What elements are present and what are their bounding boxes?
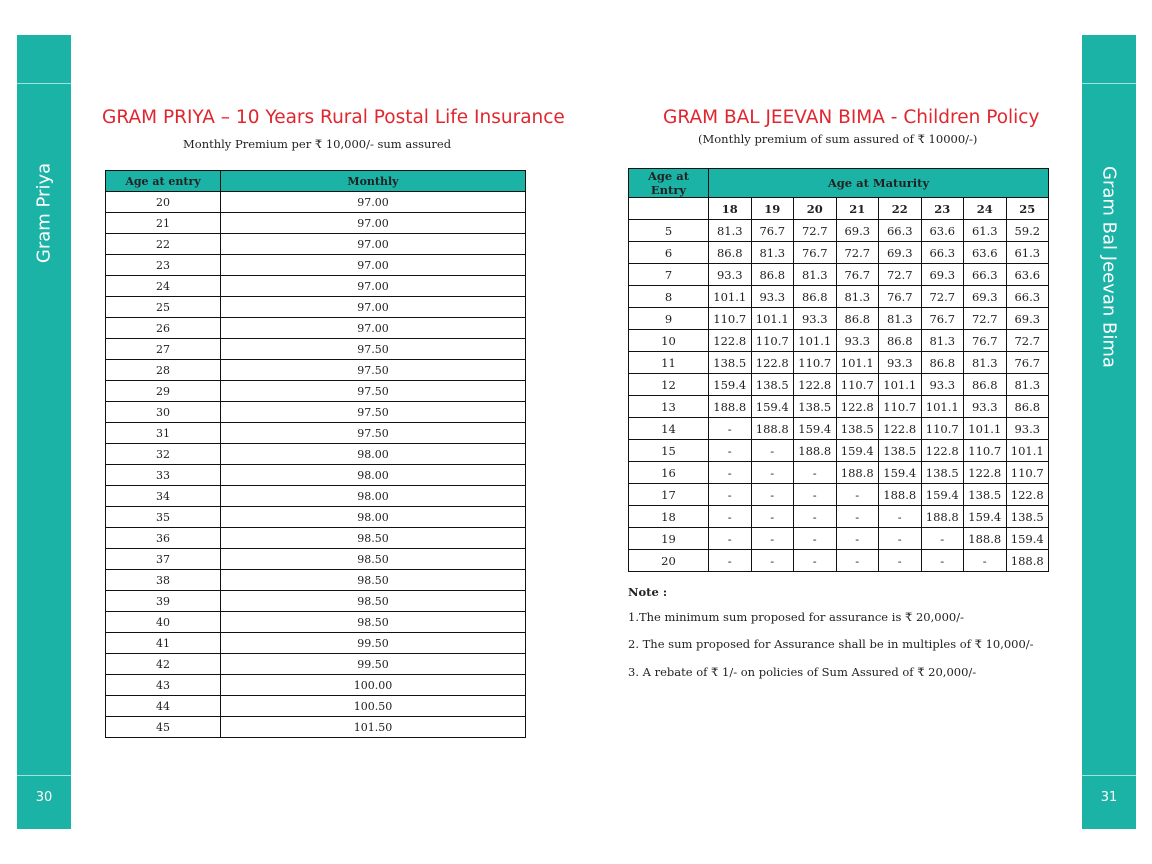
premium-cell: 66.3 bbox=[1006, 286, 1049, 308]
note-heading: Note : bbox=[628, 585, 668, 599]
table-row bbox=[106, 213, 526, 234]
right-side-band bbox=[1082, 35, 1136, 829]
premium-cell: 97.00 bbox=[221, 192, 526, 213]
premium-cell: 97.50 bbox=[221, 339, 526, 360]
premium-cell: 97.00 bbox=[221, 255, 526, 276]
premium-cell: 138.5 bbox=[836, 418, 879, 440]
table-row bbox=[106, 255, 526, 276]
premium-cell: 97.00 bbox=[221, 213, 526, 234]
premium-cell: 81.3 bbox=[709, 220, 752, 242]
premium-cell: 93.3 bbox=[836, 330, 879, 352]
premium-cell: 101.1 bbox=[921, 396, 964, 418]
premium-cell: 98.50 bbox=[221, 591, 526, 612]
right-table-body bbox=[629, 220, 1049, 572]
premium-cell: 110.7 bbox=[794, 352, 837, 374]
premium-cell: 72.7 bbox=[879, 264, 922, 286]
premium-cell: 110.7 bbox=[836, 374, 879, 396]
entry-age-cell: 11 bbox=[629, 352, 709, 374]
notes-section bbox=[628, 585, 1034, 679]
table-row bbox=[106, 528, 526, 549]
premium-cell: 98.00 bbox=[221, 507, 526, 528]
premium-cell: - bbox=[709, 550, 752, 572]
premium-cell: 122.8 bbox=[836, 396, 879, 418]
premium-cell: 93.3 bbox=[709, 264, 752, 286]
premium-cell: 81.3 bbox=[1006, 374, 1049, 396]
left-side-band bbox=[17, 35, 71, 829]
premium-cell: 81.3 bbox=[964, 352, 1007, 374]
table-row bbox=[106, 570, 526, 591]
table-row bbox=[106, 549, 526, 570]
left-page-title: GRAM PRIYA – 10 Years Rural Postal Life Insurance bbox=[102, 107, 565, 128]
premium-cell: 61.3 bbox=[964, 220, 1007, 242]
premium-cell: 81.3 bbox=[751, 242, 794, 264]
table-row bbox=[629, 330, 1049, 352]
table-row bbox=[629, 528, 1049, 550]
premium-cell: 93.3 bbox=[751, 286, 794, 308]
table-row bbox=[106, 486, 526, 507]
table-row bbox=[106, 276, 526, 297]
right-page-number: 31 bbox=[1100, 790, 1118, 805]
age-cell: 30 bbox=[106, 402, 221, 423]
maturity-age-header: 23 bbox=[921, 198, 964, 220]
premium-cell: - bbox=[709, 506, 752, 528]
premium-cell: 86.8 bbox=[879, 330, 922, 352]
left-band-title: Gram Priya bbox=[33, 162, 55, 264]
premium-cell: 63.6 bbox=[921, 220, 964, 242]
age-cell: 35 bbox=[106, 507, 221, 528]
premium-cell: 122.8 bbox=[794, 374, 837, 396]
table-row bbox=[106, 612, 526, 633]
premium-cell: 100.00 bbox=[221, 675, 526, 696]
entry-age-cell: 13 bbox=[629, 396, 709, 418]
premium-cell: 97.50 bbox=[221, 402, 526, 423]
premium-cell: 101.1 bbox=[794, 330, 837, 352]
premium-cell: 98.00 bbox=[221, 486, 526, 507]
entry-age-cell: 12 bbox=[629, 374, 709, 396]
table-row bbox=[629, 550, 1049, 572]
premium-cell: 98.50 bbox=[221, 528, 526, 549]
premium-cell: 110.7 bbox=[709, 308, 752, 330]
premium-cell: 72.7 bbox=[794, 220, 837, 242]
table-row bbox=[106, 381, 526, 402]
premium-cell: 76.7 bbox=[964, 330, 1007, 352]
maturity-age-header: 24 bbox=[964, 198, 1007, 220]
premium-cell: 188.8 bbox=[709, 396, 752, 418]
band-divider bbox=[1082, 775, 1136, 776]
age-cell: 34 bbox=[106, 486, 221, 507]
premium-cell: 98.00 bbox=[221, 465, 526, 486]
premium-cell: - bbox=[751, 550, 794, 572]
blank-header-cell bbox=[629, 198, 709, 220]
left-table-body bbox=[106, 192, 526, 738]
premium-cell: 188.8 bbox=[879, 484, 922, 506]
entry-age-cell: 14 bbox=[629, 418, 709, 440]
band-divider bbox=[17, 83, 71, 84]
premium-cell: 100.50 bbox=[221, 696, 526, 717]
table-row bbox=[629, 462, 1049, 484]
age-cell: 23 bbox=[106, 255, 221, 276]
premium-cell: - bbox=[879, 528, 922, 550]
premium-cell: 188.8 bbox=[794, 440, 837, 462]
premium-cell: 97.50 bbox=[221, 360, 526, 381]
table-row bbox=[629, 286, 1049, 308]
premium-cell: 69.3 bbox=[879, 242, 922, 264]
table-header-row bbox=[629, 169, 1049, 198]
entry-age-cell: 16 bbox=[629, 462, 709, 484]
premium-cell: 122.8 bbox=[751, 352, 794, 374]
maturity-age-header: 20 bbox=[794, 198, 837, 220]
premium-cell: 76.7 bbox=[794, 242, 837, 264]
table-row bbox=[106, 507, 526, 528]
premium-cell: 76.7 bbox=[921, 308, 964, 330]
entry-age-cell: 9 bbox=[629, 308, 709, 330]
table-row bbox=[106, 423, 526, 444]
table-row bbox=[106, 696, 526, 717]
premium-cell: - bbox=[921, 528, 964, 550]
maturity-age-row bbox=[629, 198, 1049, 220]
premium-cell: 138.5 bbox=[751, 374, 794, 396]
premium-cell: 98.50 bbox=[221, 612, 526, 633]
premium-cell: 110.7 bbox=[751, 330, 794, 352]
premium-cell: 98.50 bbox=[221, 549, 526, 570]
premium-cell: - bbox=[964, 550, 1007, 572]
entry-age-cell: 8 bbox=[629, 286, 709, 308]
premium-cell: 66.3 bbox=[879, 220, 922, 242]
premium-cell: 159.4 bbox=[921, 484, 964, 506]
age-cell: 26 bbox=[106, 318, 221, 339]
column-header-age-at-entry: Age at Entry bbox=[629, 169, 709, 198]
maturity-age-header: 25 bbox=[1006, 198, 1049, 220]
premium-cell: 159.4 bbox=[709, 374, 752, 396]
premium-cell: 188.8 bbox=[921, 506, 964, 528]
table-row bbox=[629, 308, 1049, 330]
premium-cell: 159.4 bbox=[836, 440, 879, 462]
premium-cell: 101.1 bbox=[709, 286, 752, 308]
entry-age-cell: 6 bbox=[629, 242, 709, 264]
table-row bbox=[106, 318, 526, 339]
table-row bbox=[106, 591, 526, 612]
premium-cell: 86.8 bbox=[751, 264, 794, 286]
maturity-age-header: 22 bbox=[879, 198, 922, 220]
premium-cell: 66.3 bbox=[921, 242, 964, 264]
premium-cell: 63.6 bbox=[964, 242, 1007, 264]
premium-cell: 97.00 bbox=[221, 297, 526, 318]
premium-cell: - bbox=[794, 550, 837, 572]
table-header-row bbox=[106, 171, 526, 192]
age-cell: 21 bbox=[106, 213, 221, 234]
table-row bbox=[106, 402, 526, 423]
premium-cell: - bbox=[794, 506, 837, 528]
age-cell: 40 bbox=[106, 612, 221, 633]
premium-cell: 99.50 bbox=[221, 654, 526, 675]
premium-cell: 76.7 bbox=[836, 264, 879, 286]
premium-cell: - bbox=[751, 462, 794, 484]
premium-cell: - bbox=[794, 528, 837, 550]
premium-cell: 101.50 bbox=[221, 717, 526, 738]
premium-cell: - bbox=[794, 484, 837, 506]
age-cell: 37 bbox=[106, 549, 221, 570]
premium-cell: 97.50 bbox=[221, 381, 526, 402]
table-row bbox=[106, 192, 526, 213]
entry-age-cell: 15 bbox=[629, 440, 709, 462]
premium-cell: 93.3 bbox=[879, 352, 922, 374]
premium-cell: - bbox=[836, 528, 879, 550]
premium-cell: - bbox=[794, 462, 837, 484]
premium-cell: 122.8 bbox=[709, 330, 752, 352]
entry-age-cell: 20 bbox=[629, 550, 709, 572]
maturity-age-header: 21 bbox=[836, 198, 879, 220]
right-page-title: GRAM BAL JEEVAN BIMA - Children Policy bbox=[663, 107, 1040, 128]
maturity-age-header: 18 bbox=[709, 198, 752, 220]
maturity-age-header: 19 bbox=[751, 198, 794, 220]
premium-cell: 93.3 bbox=[1006, 418, 1049, 440]
premium-cell: 86.8 bbox=[709, 242, 752, 264]
premium-cell: 98.00 bbox=[221, 444, 526, 465]
entry-age-cell: 19 bbox=[629, 528, 709, 550]
table-row bbox=[106, 444, 526, 465]
premium-cell: 101.1 bbox=[751, 308, 794, 330]
premium-cell: 76.7 bbox=[751, 220, 794, 242]
premium-cell: 97.50 bbox=[221, 423, 526, 444]
left-page-subtitle: Monthly Premium per ₹ 10,000/- sum assured bbox=[183, 137, 452, 151]
table-row bbox=[106, 234, 526, 255]
premium-cell: 138.5 bbox=[709, 352, 752, 374]
table-row bbox=[106, 339, 526, 360]
column-header-age: Age at entry bbox=[106, 171, 221, 192]
premium-cell: - bbox=[751, 440, 794, 462]
premium-cell: 93.3 bbox=[794, 308, 837, 330]
premium-cell: 188.8 bbox=[836, 462, 879, 484]
premium-cell: 66.3 bbox=[964, 264, 1007, 286]
age-cell: 44 bbox=[106, 696, 221, 717]
premium-cell: - bbox=[836, 506, 879, 528]
table-row bbox=[106, 717, 526, 738]
gram-bal-jeevan-premium-table bbox=[628, 168, 1049, 572]
premium-cell: 72.7 bbox=[964, 308, 1007, 330]
note-item: 1.The minimum sum proposed for assurance is ₹ 20,000/- bbox=[628, 610, 964, 624]
premium-cell: - bbox=[709, 484, 752, 506]
age-cell: 43 bbox=[106, 675, 221, 696]
premium-cell: 81.3 bbox=[794, 264, 837, 286]
premium-cell: 72.7 bbox=[921, 286, 964, 308]
premium-cell: 122.8 bbox=[879, 418, 922, 440]
premium-cell: 110.7 bbox=[964, 440, 1007, 462]
premium-cell: 97.00 bbox=[221, 234, 526, 255]
premium-cell: 159.4 bbox=[751, 396, 794, 418]
premium-cell: - bbox=[751, 506, 794, 528]
premium-cell: - bbox=[836, 484, 879, 506]
age-cell: 27 bbox=[106, 339, 221, 360]
premium-cell: 97.00 bbox=[221, 318, 526, 339]
table-row bbox=[629, 484, 1049, 506]
premium-cell: 122.8 bbox=[964, 462, 1007, 484]
age-cell: 45 bbox=[106, 717, 221, 738]
premium-cell: 159.4 bbox=[1006, 528, 1049, 550]
premium-cell: 99.50 bbox=[221, 633, 526, 654]
premium-cell: 101.1 bbox=[964, 418, 1007, 440]
entry-age-cell: 5 bbox=[629, 220, 709, 242]
premium-cell: 69.3 bbox=[1006, 308, 1049, 330]
premium-cell: 159.4 bbox=[964, 506, 1007, 528]
premium-cell: 69.3 bbox=[964, 286, 1007, 308]
premium-cell: 63.6 bbox=[1006, 264, 1049, 286]
premium-cell: 86.8 bbox=[836, 308, 879, 330]
age-cell: 32 bbox=[106, 444, 221, 465]
premium-cell: 97.00 bbox=[221, 276, 526, 297]
premium-cell: 72.7 bbox=[1006, 330, 1049, 352]
note-item: 2. The sum proposed for Assurance shall be in multiples of ₹ 10,000/- bbox=[628, 637, 1034, 651]
age-cell: 41 bbox=[106, 633, 221, 654]
age-cell: 20 bbox=[106, 192, 221, 213]
premium-cell: 110.7 bbox=[1006, 462, 1049, 484]
premium-cell: - bbox=[921, 550, 964, 572]
premium-cell: 138.5 bbox=[964, 484, 1007, 506]
entry-age-cell: 17 bbox=[629, 484, 709, 506]
left-page-number: 30 bbox=[35, 790, 53, 805]
premium-cell: 138.5 bbox=[1006, 506, 1049, 528]
entry-age-cell: 10 bbox=[629, 330, 709, 352]
premium-cell: 72.7 bbox=[836, 242, 879, 264]
premium-cell: 86.8 bbox=[964, 374, 1007, 396]
table-row bbox=[106, 360, 526, 381]
premium-cell: 188.8 bbox=[964, 528, 1007, 550]
premium-cell: 81.3 bbox=[836, 286, 879, 308]
premium-cell: 76.7 bbox=[879, 286, 922, 308]
age-cell: 28 bbox=[106, 360, 221, 381]
table-row bbox=[106, 465, 526, 486]
table-row bbox=[106, 297, 526, 318]
note-item: 3. A rebate of ₹ 1/- on policies of Sum Assured of ₹ 20,000/- bbox=[628, 665, 977, 679]
premium-cell: 93.3 bbox=[964, 396, 1007, 418]
table-row bbox=[106, 654, 526, 675]
premium-cell: 101.1 bbox=[879, 374, 922, 396]
gram-priya-premium-table bbox=[105, 170, 526, 738]
premium-cell: 101.1 bbox=[1006, 440, 1049, 462]
premium-cell: 138.5 bbox=[794, 396, 837, 418]
premium-cell: 110.7 bbox=[879, 396, 922, 418]
premium-cell: - bbox=[879, 550, 922, 572]
premium-cell: 159.4 bbox=[879, 462, 922, 484]
premium-cell: 86.8 bbox=[1006, 396, 1049, 418]
table-row bbox=[106, 675, 526, 696]
premium-cell: - bbox=[751, 528, 794, 550]
table-row bbox=[629, 440, 1049, 462]
right-page-subtitle: (Monthly premium of sum assured of ₹ 10000/-) bbox=[698, 132, 978, 146]
premium-cell: 98.50 bbox=[221, 570, 526, 591]
age-cell: 31 bbox=[106, 423, 221, 444]
age-cell: 22 bbox=[106, 234, 221, 255]
age-cell: 29 bbox=[106, 381, 221, 402]
table-row bbox=[629, 264, 1049, 286]
table-row bbox=[629, 242, 1049, 264]
premium-cell: 81.3 bbox=[879, 308, 922, 330]
table-row bbox=[106, 633, 526, 654]
table-row bbox=[629, 396, 1049, 418]
entry-age-cell: 18 bbox=[629, 506, 709, 528]
age-cell: 24 bbox=[106, 276, 221, 297]
age-cell: 42 bbox=[106, 654, 221, 675]
premium-cell: 76.7 bbox=[1006, 352, 1049, 374]
age-cell: 38 bbox=[106, 570, 221, 591]
table-row bbox=[629, 506, 1049, 528]
premium-cell: 188.8 bbox=[1006, 550, 1049, 572]
premium-cell: - bbox=[879, 506, 922, 528]
table-row bbox=[629, 374, 1049, 396]
premium-cell: 61.3 bbox=[1006, 242, 1049, 264]
age-cell: 36 bbox=[106, 528, 221, 549]
premium-cell: 93.3 bbox=[921, 374, 964, 396]
premium-cell: 81.3 bbox=[921, 330, 964, 352]
premium-cell: 138.5 bbox=[879, 440, 922, 462]
premium-cell: 86.8 bbox=[794, 286, 837, 308]
entry-age-cell: 7 bbox=[629, 264, 709, 286]
premium-cell: - bbox=[836, 550, 879, 572]
premium-cell: - bbox=[709, 528, 752, 550]
premium-cell: 59.2 bbox=[1006, 220, 1049, 242]
band-divider bbox=[1082, 83, 1136, 84]
premium-cell: 86.8 bbox=[921, 352, 964, 374]
premium-cell: - bbox=[751, 484, 794, 506]
table-row bbox=[629, 352, 1049, 374]
premium-cell: - bbox=[709, 440, 752, 462]
premium-cell: 69.3 bbox=[836, 220, 879, 242]
right-band-title: Gram Bal Jeevan Bima bbox=[1098, 166, 1120, 368]
premium-cell: 122.8 bbox=[1006, 484, 1049, 506]
premium-cell: 188.8 bbox=[751, 418, 794, 440]
premium-cell: 110.7 bbox=[921, 418, 964, 440]
premium-cell: - bbox=[709, 462, 752, 484]
table-row bbox=[629, 418, 1049, 440]
premium-cell: 69.3 bbox=[921, 264, 964, 286]
column-header-monthly: Monthly bbox=[221, 171, 526, 192]
premium-cell: - bbox=[709, 418, 752, 440]
premium-cell: 122.8 bbox=[921, 440, 964, 462]
age-cell: 25 bbox=[106, 297, 221, 318]
premium-cell: 138.5 bbox=[921, 462, 964, 484]
age-cell: 39 bbox=[106, 591, 221, 612]
table-row bbox=[629, 220, 1049, 242]
band-divider bbox=[17, 775, 71, 776]
premium-cell: 159.4 bbox=[794, 418, 837, 440]
column-header-age-at-maturity: Age at Maturity bbox=[709, 169, 1049, 198]
premium-cell: 101.1 bbox=[836, 352, 879, 374]
age-cell: 33 bbox=[106, 465, 221, 486]
